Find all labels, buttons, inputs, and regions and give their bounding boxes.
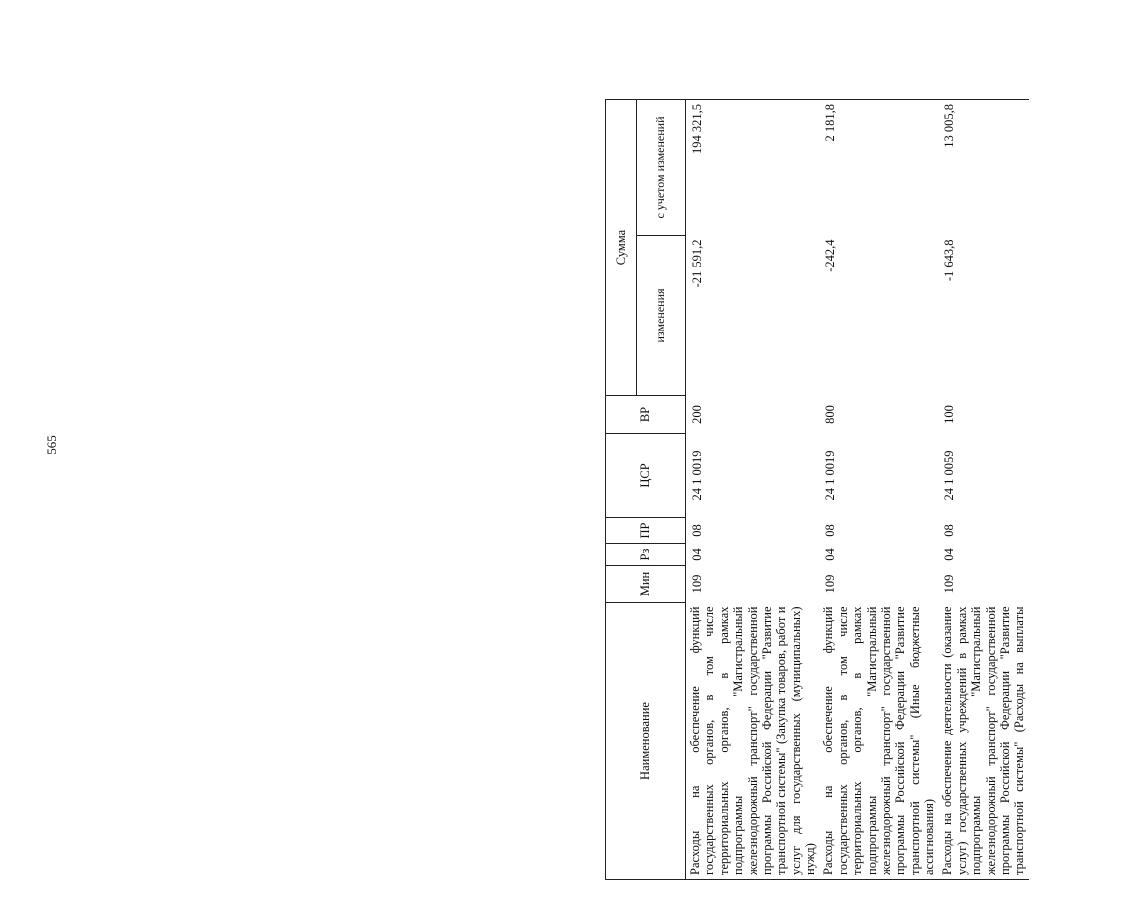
row-pr: 08 <box>823 524 838 537</box>
header-csr: ЦСР <box>606 434 686 518</box>
row-vr: 100 <box>942 405 957 424</box>
row-pr: 08 <box>690 524 704 537</box>
row-name: Расходы на обеспечение функций государственных органов, в том числе территориальных органов, в рамках подпрограммы "Магистральный железнодорожный транспорт" государственной программы Российской Федерации "Развитие транспортной системы" (Иные бюджетные ассигнования) <box>819 603 938 880</box>
header-name: Наименование <box>606 603 686 880</box>
row-vr: 200 <box>690 405 704 424</box>
header-pr: ПР <box>606 518 686 544</box>
row-pr: 08 <box>942 524 957 537</box>
page-number: 565 <box>44 435 59 455</box>
row-rz: 04 <box>823 548 838 561</box>
row-csr: 24 1 0059 <box>942 450 957 501</box>
row-name: Расходы на обеспечение функций государственных органов, в том числе территориальных органов, в рамках подпрограммы "Магистральный железнодорожный транспорт" государственной программы Российской Федерации "Развитие транспортной системы" (Закупка товаров, работ и услуг для государственных (муниципальных) нужд) <box>686 603 820 880</box>
header-vr: ВР <box>606 396 686 434</box>
row-with-change: 2 181,8 <box>819 100 938 236</box>
row-min: 109 <box>942 574 957 594</box>
header-sum: Сумма <box>606 100 637 396</box>
row-change: -21 591,2 <box>690 239 704 288</box>
header-rz: Рз <box>606 544 686 566</box>
table-row <box>686 100 820 880</box>
header-change: изменения <box>637 236 686 396</box>
row-rz: 04 <box>942 548 957 561</box>
row-name: Расходы на обеспечение деятельности (оказание услуг) государственных учреждений в рамках подпрограммы "Магистральный железнодорожный транспорт" государственной программы Российской Федерации "Развитие транспортной системы" (Расходы на выплаты <box>938 603 1028 880</box>
header-min: Мин <box>606 566 686 603</box>
budget-table <box>605 99 1029 880</box>
row-with-change: 13 005,8 <box>938 100 1028 236</box>
header-with-change: с учетом изменений <box>637 100 686 236</box>
table-row <box>938 100 1028 880</box>
row-csr: 24 1 0019 <box>823 450 838 501</box>
row-min: 109 <box>823 574 838 594</box>
row-change: -242,4 <box>823 239 838 272</box>
table-row <box>819 100 938 880</box>
row-change: -1 643,8 <box>942 239 957 282</box>
row-with-change: 194 321,5 <box>686 100 820 236</box>
row-csr: 24 1 0019 <box>690 450 704 501</box>
rotated-page <box>605 100 1135 880</box>
row-vr: 800 <box>823 405 838 424</box>
row-min: 109 <box>690 574 704 594</box>
row-rz: 04 <box>690 548 704 561</box>
